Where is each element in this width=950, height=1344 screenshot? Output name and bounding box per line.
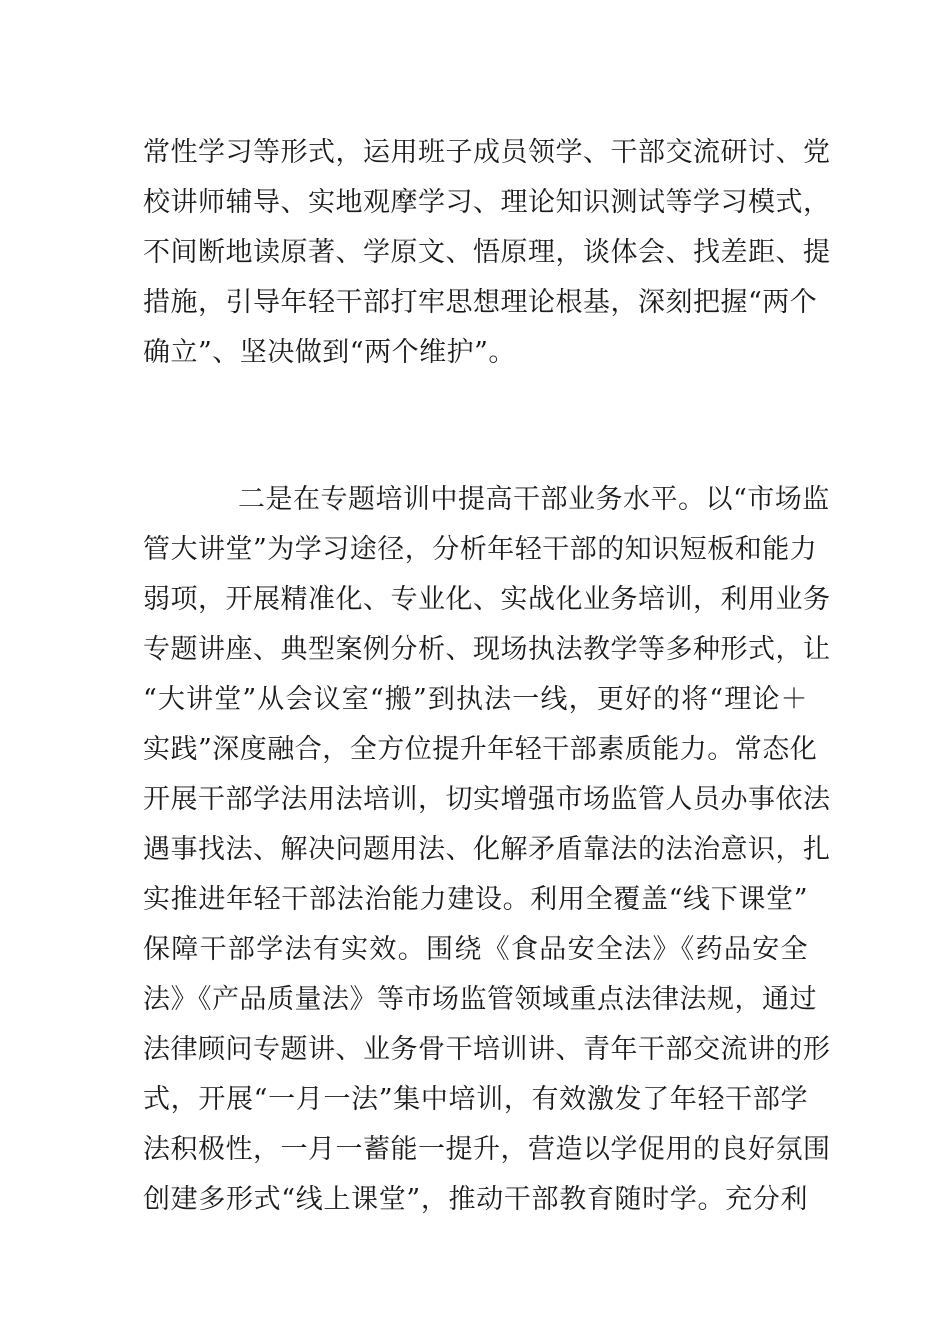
paragraph-1-line-5: 确立”、坚决做到“两个维护”。 (143, 337, 516, 368)
paragraph-2-line-3: 弱项，开展精准化、专业化、实战化业务培训，利用业务 (143, 584, 831, 615)
paragraph-2-line-8: 遇事找法、解决问题用法、化解矛盾靠法的法治意识，扎 (143, 834, 831, 865)
paragraph-2-line-10: 保障干部学法有实效。围绕《食品安全法》《药品安全 (143, 934, 808, 965)
paragraph-2-line-5: “大讲堂”从会议室“搬”到执法一线，更好的将“理论＋ (143, 684, 808, 715)
paragraph-1-line-4: 措施，引导年轻干部打牢思想理论根基，深刻把握“两个 (143, 287, 818, 318)
paragraph-2-line-4: 专题讲座、典型案例分析、现场执法教学等多种形式，让 (143, 634, 831, 665)
paragraph-2-line-9: 实推进年轻干部法治能力建设。利用全覆盖“线下课堂” (143, 884, 808, 915)
paragraph-1-line-3: 不间断地读原著、学原文、悟原理，谈体会、找差距、提 (143, 237, 831, 268)
paragraph-1-line-1: 常性学习等形式，运用班子成员领学、干部交流研讨、党 (143, 137, 831, 168)
paragraph-2-line-11: 法》《产品质量法》等市场监管领域重点法律法规，通过 (143, 984, 817, 1015)
paragraph-2-line-15: 创建多形式“线上课堂”，推动干部教育随时学。充分利 (143, 1184, 808, 1215)
paragraph-2-line-13: 式，开展“一月一法”集中培训，有效激发了年轻干部学 (143, 1084, 808, 1115)
paragraph-2-line-12: 法律顾问专题讲、业务骨干培训讲、青年干部交流讲的形 (143, 1034, 831, 1065)
paragraph-2-line-14: 法积极性，一月一蓄能一提升，营造以学促用的良好氛围 (143, 1134, 831, 1165)
paragraph-1-line-2: 校讲师辅导、实地观摩学习、理论知识测试等学习模式， (143, 187, 831, 218)
paragraph-2-line-2: 管大讲堂”为学习途径，分析年轻干部的知识短板和能力 (143, 534, 818, 565)
paragraph-2-line-1: 二是在专题培训中提高干部业务水平。以“市场监 (238, 484, 830, 515)
paragraph-2-line-7: 开展干部学法用法培训，切实增强市场监管人员办事依法 (143, 784, 831, 815)
paragraph-2-line-6: 实践”深度融合，全方位提升年轻干部素质能力。常态化 (143, 734, 818, 765)
